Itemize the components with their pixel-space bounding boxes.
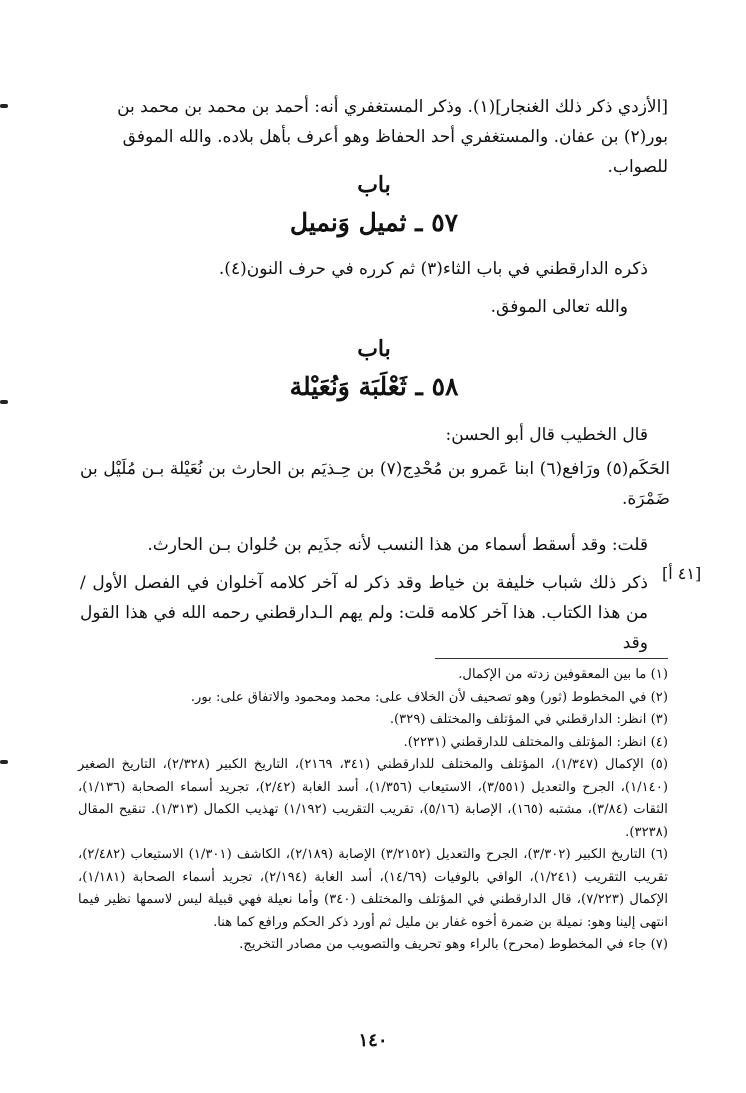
footnote: (٧) جاء في المخطوط (محرح) بالراء وهو تحريف والتصويب من مصادر التخريج.	[239, 937, 668, 952]
section-57-line-1: ذكره الدارقطني في باب الثاء(٣) ثم كرره في حرف النون(٤).	[218, 259, 648, 279]
footnote: (٤) انظر: المؤتلف والمختلف للدارقطني (٢٢٣١).	[403, 734, 668, 750]
footnote: (٦) التاريخ الكبير (٣/٣٠٢)، الجرح والتعديل (٣/٢١٥٢) الإصابة (٢/١٨٩)، الكاشف (١/٣٠١) الاستيعاب (٢/٤٨٢)، تقريب التقريب (١/٢٤١)، الوافي بالوفيات (١٤/٦٩)، أسد الغابة (٢/١٩٤)، تجريد أسماء الصحابة (١/١٨١)، الإكمال (٧/٢٢٣)، قال الدارقطني في المؤتلف والمختلف (٣٤٠) وأما نعيلة فهي قبيلة ليس لاسمها نظير فيما انتهى إلينا وهو: نميلة بن ضمرة أخوه غفار بن مليل ثم أورد ذكر الحكم ورافع كما هنا.	[78, 847, 669, 930]
footnote: (٥) الإكمال (١/٣٤٧)، المؤتلف والمختلف للدارقطني (٣٤١، ٢١٦٩)، التاريخ الكبير (٢/٣٢٨)، التاريخ الصغير (١/١٤٠)، الجرح والتعديل (٣/٥٥١)، الاستيعاب (١/٣٥٦)، أسد الغابة (٢/٤٢)، تجريد أسماء الصحابة (١/١٣٦)، الثقات (٣/٨٤)، مشتبه (١٦٥)، الإصابة (٥/١٦)، تقريب التقريب (١/١٩٢) تهذيب الكمال (١/٣١٣). تنقيح المقال (٣٢٣٨).	[78, 757, 669, 840]
footnotes	[78, 664, 668, 957]
scan-edge-mark	[0, 760, 8, 764]
scan-edge-mark	[0, 400, 8, 404]
section-57-line-2: والله تعالى الموفق.	[490, 297, 628, 317]
footnote-separator	[435, 658, 668, 659]
section-58-line-4: ذكر ذلك شباب خليفة بن خياط وقد ذكر له آخر كلامه آخلوان في الفصل الأول / من هذا الكتاب. هذا آخر كلامه قلت: ولم يهم الـدارقطني رحمه الله في هذا القول وقد	[80, 573, 648, 653]
intro-paragraph	[80, 92, 668, 182]
footnote: (١) ما بين المعقوفين زدته من الإكمال.	[458, 667, 668, 682]
footnote: (٢) في المخطوط (ثور) وهو تصحيف لأن الخلاف على: محمد ومحمود والاتفاق على: بور.	[190, 689, 668, 705]
footnote: (٣) انظر: الدارقطني في المؤتلف والمختلف (٣٢٩).	[389, 712, 668, 727]
section-57-title: ٥٧ ـ ثميل وَنميل	[289, 208, 459, 237]
section-58-title: ٥٨ ـ ثَعْلَبَة وَنُعَيْلة	[289, 372, 459, 401]
intro-line: [الأزدي ذكر ذلك الغنجار](١). وذكر المستغفري أنه: أحمد بن محمد بن محمد بن	[117, 97, 668, 117]
scan-edge-mark	[0, 104, 8, 108]
section-58-bab: باب	[357, 336, 391, 362]
section-58-line-1: قال الخطيب قال أبو الحسن:	[445, 425, 648, 445]
page-number: ١٤٠	[358, 1030, 388, 1051]
section-58-line-3: قلت: وقد أسقط أسماء من هذا النسب لأنه جذَيم بن حُلوان بـن الحارث.	[147, 535, 648, 555]
section-58-line-2: الحَكَم(٥) ورَافع(٦) ابنا عَمرو بن مُحْدِج(٧) بن حِـذيَم بن الحارث بن نُعَيْلة بـن مُلَيْل بن ضَمْرَة.	[80, 459, 670, 509]
intro-line: بور(٢) بن عفان. والمستغفري أحد الحفاظ وهو أعرف بأهل بلاده. والله الموفق للصواب.	[122, 127, 668, 177]
manuscript-folio-marker: [٤١ أ]	[662, 564, 702, 583]
section-57-bab: باب	[357, 172, 391, 198]
